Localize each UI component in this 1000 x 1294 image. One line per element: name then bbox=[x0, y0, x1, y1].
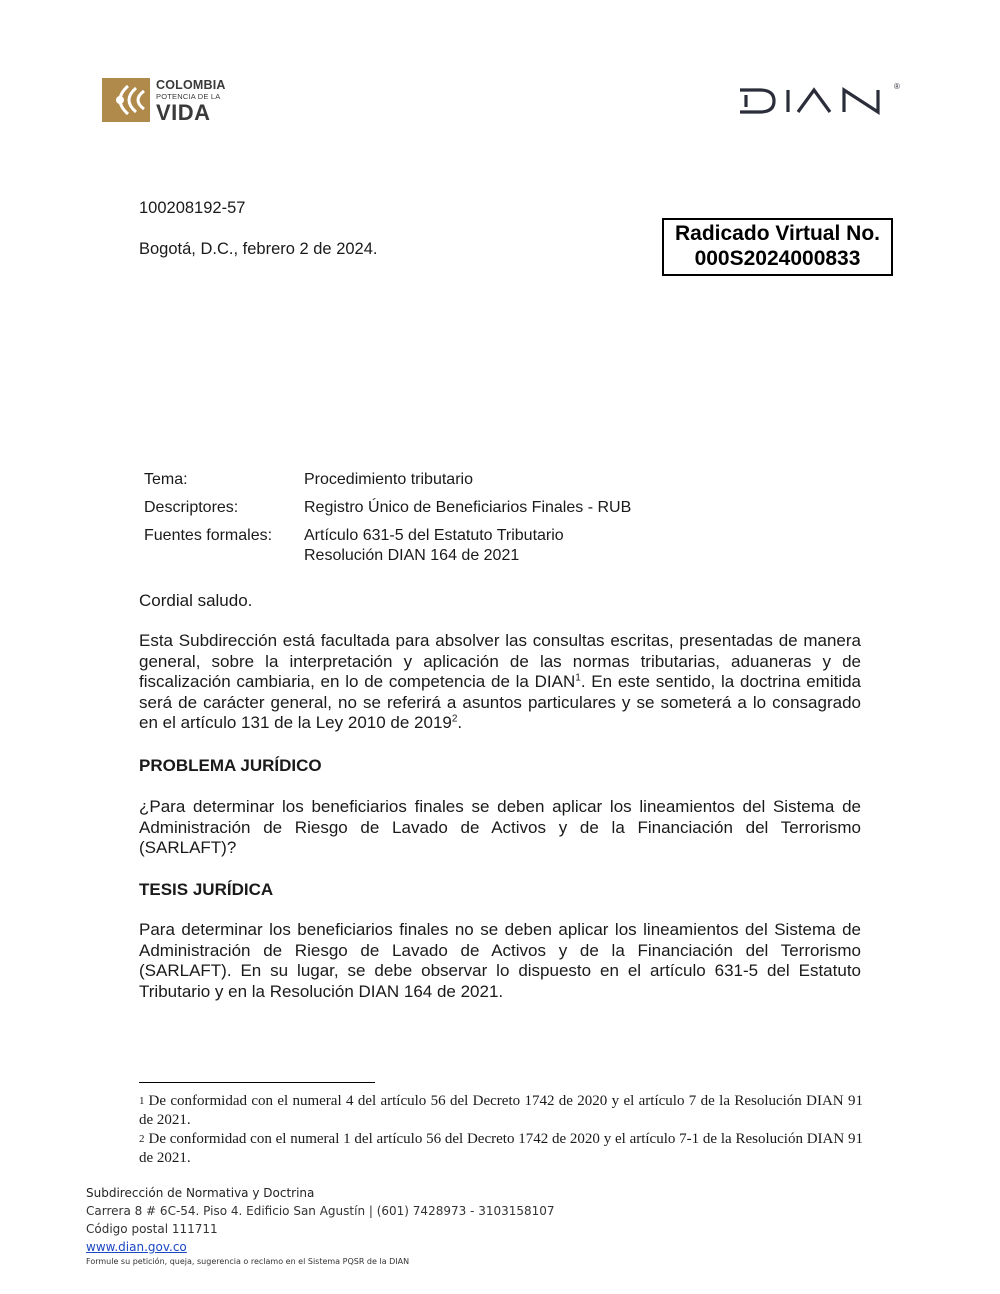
heading-problema: PROBLEMA JURÍDICO bbox=[139, 756, 322, 775]
meta-value: Registro Único de Beneficiarios Finales - RUB bbox=[304, 499, 632, 516]
footnote-2 bbox=[139, 1130, 863, 1168]
radicado-box bbox=[662, 218, 893, 276]
meta-label: Tema: bbox=[144, 471, 188, 488]
footnote-divider bbox=[139, 1082, 375, 1083]
intro-paragraph bbox=[139, 631, 861, 734]
registered-mark: ® bbox=[894, 82, 900, 91]
radicado-number: 000S2024000833 bbox=[694, 247, 861, 270]
logo-line-potencia: POTENCIA DE LA bbox=[156, 92, 221, 101]
footer-note: Formule su petición, queja, sugerencia o reclamo en el Sistema PQSR de la DIAN bbox=[86, 1257, 410, 1266]
colombia-logo-icon bbox=[98, 76, 154, 124]
footer-address: Carrera 8 # 6C-54. Piso 4. Edificio San Agustín | (601) 7428973 - 3103158107 bbox=[86, 1204, 555, 1218]
footer-title: Subdirección de Normativa y Doctrina bbox=[86, 1186, 315, 1200]
footnote-text: De conformidad con el numeral 4 del artículo 56 del Decreto 1742 de 2020 y el artículo 7 de la Resolución DIAN 91 de 2021. bbox=[139, 1093, 863, 1128]
colombia-logo bbox=[98, 76, 238, 126]
intro-text-c: . bbox=[457, 713, 463, 733]
footnote-1 bbox=[139, 1092, 863, 1130]
footnote-number: 1 bbox=[139, 1095, 145, 1107]
radicado-label: Radicado Virtual No. bbox=[675, 222, 880, 245]
tesis-paragraph: Para determinar los beneficiarios finales no se deben aplicar los lineamientos del Sistema de Administración de Riesgo de Lavado de Activos y de la Financiación del Terrorismo (SARLAFT). En su lugar, se debe observar lo dispuesto en el artículo 631-5 del Estatuto Tributario y en la Resolución DIAN 164 de 2021. bbox=[139, 920, 861, 1001]
page-footer bbox=[86, 1184, 555, 1268]
logo-line-colombia: COLOMBIA bbox=[156, 78, 226, 92]
footer-website-link[interactable]: www.dian.gov.co bbox=[86, 1240, 187, 1254]
intro-text-b: . En este sentido, la doctrina emitida será de carácter general, no se referirá a asuntos particulares y se someterá a lo consagrado en el artículo 131 de la Ley 2010 de 2019 bbox=[139, 672, 862, 733]
intro-text-a: Esta Subdirección está facultada para absolver las consultas escritas, presentadas de manera general, sobre la interpretación y aplicación de las normas tributarias, aduaneras y de fiscalización cambiaria, en lo de competencia de la DIAN bbox=[139, 631, 861, 692]
problema-paragraph: ¿Para determinar los beneficiarios finales se deben aplicar los lineamientos del Sistema de Administración de Riesgo de Lavado de Activos y de la Financiación del Terrorismo (SARLAFT)? bbox=[139, 797, 861, 858]
meta-value-2: Resolución DIAN 164 de 2021 bbox=[304, 547, 520, 564]
footnote-text: De conformidad con el numeral 1 del artículo 56 del Decreto 1742 de 2020 y el artículo 7-1 de la Resolución DIAN 91 de 2021. bbox=[139, 1131, 863, 1166]
footer-postal: Código postal 111711 bbox=[86, 1222, 218, 1236]
meta-label: Fuentes formales: bbox=[144, 527, 273, 544]
logo-line-vida: VIDA bbox=[156, 100, 211, 125]
footnote-ref-2[interactable]: 2 bbox=[451, 713, 458, 725]
greeting: Cordial saludo. bbox=[139, 591, 253, 610]
reference-number: 100208192-57 bbox=[139, 199, 246, 217]
meta-value: Artículo 631-5 del Estatuto Tributario bbox=[304, 527, 564, 544]
meta-value: Procedimiento tributario bbox=[304, 471, 473, 488]
document-date: Bogotá, D.C., febrero 2 de 2024. bbox=[139, 240, 378, 258]
dian-logo bbox=[738, 84, 904, 118]
dian-logo-icon bbox=[738, 84, 896, 118]
footnote-ref-1[interactable]: 1 bbox=[575, 672, 581, 684]
meta-label: Descriptores: bbox=[144, 499, 239, 516]
footnote-number: 2 bbox=[139, 1133, 145, 1145]
heading-tesis: TESIS JURÍDICA bbox=[139, 880, 274, 899]
